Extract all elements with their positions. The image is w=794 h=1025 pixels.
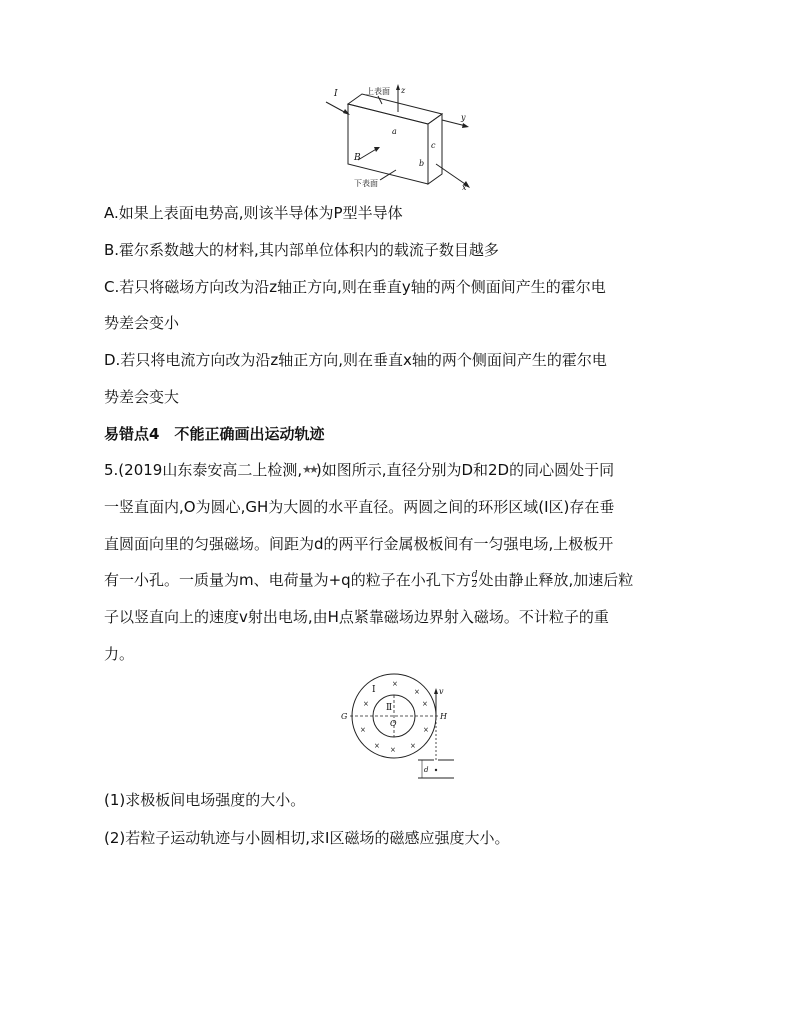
option-d-line2: 势差会变大 xyxy=(104,388,180,406)
region-2-label: Ⅱ xyxy=(386,703,393,713)
z-axis-label: z xyxy=(401,86,406,95)
problem5-line1-text: )如图所示,直径分别为D和2D的同心圆处于同 xyxy=(315,461,615,479)
field-cross-icon: × xyxy=(392,680,398,688)
option-c-line1: C.若只将磁场方向改为沿z轴正方向,则在垂直y轴的两个侧面间产生的霍尔电 xyxy=(104,278,606,296)
problem5-line1 xyxy=(104,460,614,480)
section-heading: 易错点4 不能正确画出运动轨迹 xyxy=(104,425,325,443)
dimension-a-label: a xyxy=(392,127,397,136)
field-cross-icon: × xyxy=(410,742,416,750)
field-cross-icon: × xyxy=(414,688,420,696)
center-o-label: O xyxy=(390,719,397,728)
problem5-source: 5.(2019山东泰安高二上检测, xyxy=(104,461,303,479)
problem5-line5: 子以竖直向上的速度v射出电场,由H点紧靠磁场边界射入磁场。不计粒子的重 xyxy=(104,608,609,626)
x-axis-label: x xyxy=(462,183,467,192)
option-c-line2: 势差会变小 xyxy=(104,314,180,332)
option-d-line1: D.若只将电流方向改为沿z轴正方向,则在垂直x轴的两个侧面间产生的霍尔电 xyxy=(104,351,607,369)
point-g-label: G xyxy=(341,712,348,721)
current-label: I xyxy=(334,89,338,99)
problem5-line4 xyxy=(104,570,633,590)
plate-gap-label: d xyxy=(424,766,429,774)
problem5-line6: 力。 xyxy=(104,645,135,663)
fraction-denominator: 2 xyxy=(471,580,478,590)
hall-effect-diagram xyxy=(318,82,488,192)
velocity-label: v xyxy=(439,687,444,696)
problem5-line4-post: 处由静止释放,加速后粒 xyxy=(478,571,634,589)
field-cross-icon: × xyxy=(422,700,428,708)
problem5-line4-pre: 有一小孔。一质量为m、电荷量为+q的粒子在小孔下方 xyxy=(104,571,471,589)
y-axis-label: y xyxy=(461,113,466,122)
bottom-surface-label: 下表面 xyxy=(354,179,378,188)
question-2: (2)若粒子运动轨迹与小圆相切,求Ⅰ区磁场的磁感应强度大小。 xyxy=(104,829,510,847)
fraction-d-over-2 xyxy=(472,571,478,590)
field-cross-icon: × xyxy=(374,742,380,750)
option-a: A.如果上表面电势高,则该半导体为P型半导体 xyxy=(104,204,403,222)
concentric-circles-diagram xyxy=(330,672,460,784)
top-surface-label: 上表面 xyxy=(366,87,390,96)
dimension-b-label: b xyxy=(419,159,425,168)
option-b: B.霍尔系数越大的材料,其内部单位体积内的载流子数目越多 xyxy=(104,241,499,259)
point-h-label: H xyxy=(440,712,447,721)
region-1-label: Ⅰ xyxy=(372,685,376,695)
question-1: (1)求极板间电场强度的大小。 xyxy=(104,791,306,809)
problem5-line3: 直圆面向里的匀强磁场。间距为d的两平行金属极板间有一匀强电场,上极板开 xyxy=(104,535,614,553)
field-cross-icon: × xyxy=(423,726,429,734)
difficulty-stars-icon: ★★ xyxy=(302,463,316,476)
field-cross-icon: × xyxy=(363,700,369,708)
field-cross-icon: × xyxy=(390,746,396,754)
problem5-line2: 一竖直面内,O为圆心,GH为大圆的水平直径。两圆之间的环形区域(Ⅰ区)存在垂 xyxy=(104,498,615,516)
dimension-c-label: c xyxy=(431,141,436,150)
fraction-numerator: d xyxy=(471,570,478,580)
field-cross-icon: × xyxy=(360,726,366,734)
field-label: B xyxy=(354,153,361,163)
